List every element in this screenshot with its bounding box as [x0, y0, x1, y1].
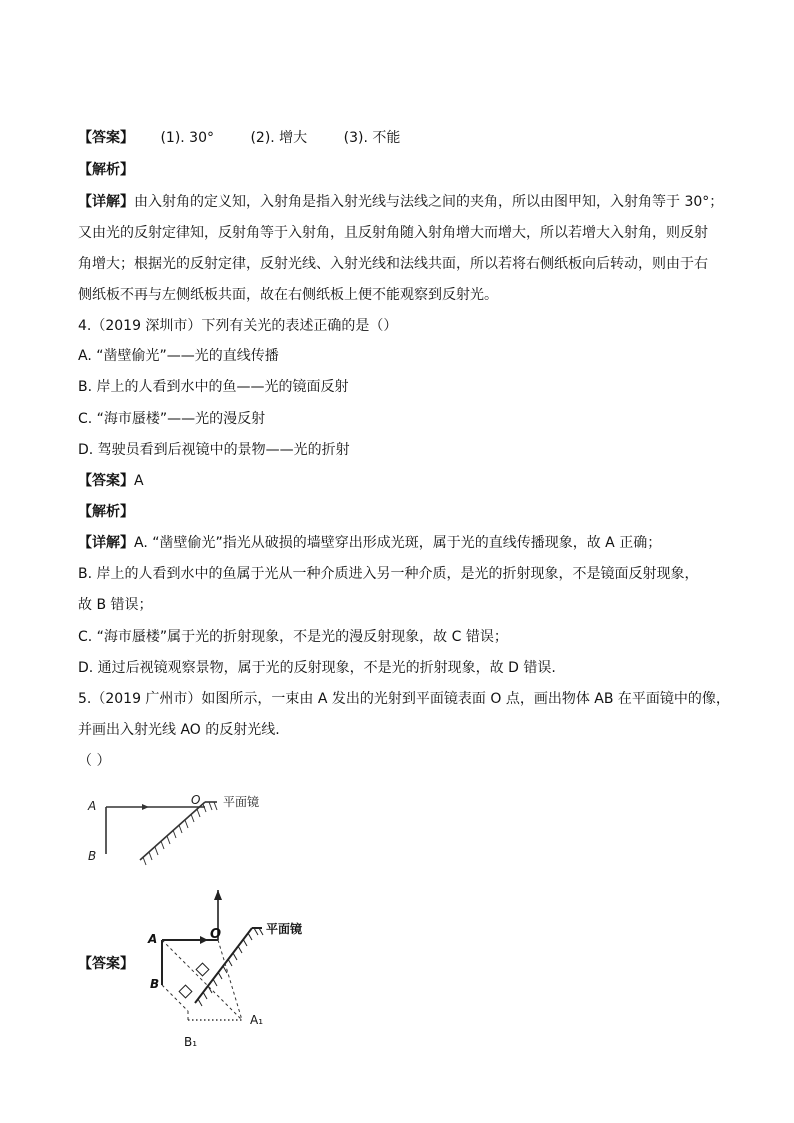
- q4-analysis-label: 【解析】: [78, 504, 134, 520]
- q4-detail-line-1: [78, 533, 661, 553]
- fig-label-a: A: [88, 799, 97, 813]
- ans-label-a: A: [148, 932, 158, 946]
- q4-detail-line-5: D. 通过后视镜观察景物，属于光的反射现象，不是光的折射现象，故 D 错误.: [78, 660, 556, 676]
- answer-2: (2). 增大: [250, 130, 308, 146]
- ans-label-o: O: [210, 927, 222, 942]
- q4-option-c: C. “海市蜃楼”——光的漫反射: [78, 411, 266, 427]
- q3-detail-line-4: 侧纸板不再与左侧纸板共面，故在右侧纸板上便不能观察到反射光。: [78, 287, 498, 303]
- fig-label-mirror: 平面镜: [223, 795, 260, 809]
- q5-question-figure: [80, 784, 290, 874]
- detail-text: A. “凿壁偷光”指光从破损的墙壁穿出形成光斑，属于光的直线传播现象，故 A 正确；: [134, 535, 662, 551]
- ans-label-b: B: [150, 977, 160, 991]
- q3-answer-line: [78, 128, 400, 148]
- q4-detail-line-2: B. 岸上的人看到水中的鱼属于光从一种介质进入另一种介质，是光的折射现象，不是镜面反射现象，: [78, 566, 699, 582]
- detail-label: 【详解】: [78, 535, 134, 551]
- fig-label-b: B: [88, 849, 97, 863]
- q5-bracket: （ ）: [78, 753, 111, 769]
- q4-option-a: A. “凿壁偷光”——光的直线传播: [78, 348, 279, 364]
- q4-option-b: B. 岸上的人看到水中的鱼——光的镜面反射: [78, 379, 349, 395]
- detail-label: 【详解】: [78, 194, 134, 210]
- answer-label: 【答案】: [78, 473, 134, 489]
- q4-stem: 4.（2019 深圳市）下列有关光的表述正确的是（）: [78, 318, 398, 334]
- fig-label-o: O: [191, 793, 201, 807]
- q5-stem-line-1: 5.（2019 广州市）如图所示，一束由 A 发出的光射到平面镜表面 O 点，画出物体 AB 在平面镜中的像，: [78, 691, 730, 707]
- q3-detail-line-1: [78, 192, 723, 212]
- q4-detail-line-3: 故 B 错误；: [78, 597, 153, 613]
- q4-detail-line-4: C. “海市蜃楼”属于光的折射现象，不是光的漫反射现象，故 C 错误；: [78, 629, 508, 645]
- ans-label-a1: A₁: [250, 1013, 264, 1027]
- q3-detail-line-3: 角增大；根据光的反射定律，反射光线、入射光线和法线共面，所以若将右侧纸板向后转动，则由于右: [78, 256, 708, 272]
- q4-answer-line: [78, 471, 144, 491]
- answer-3: (3). 不能: [343, 130, 401, 146]
- ans-label-b1: B₁: [184, 1035, 198, 1049]
- answer-label: 【答案】: [78, 130, 134, 146]
- answer-value: A: [134, 473, 144, 489]
- ans-label-mirror: 平面镜: [266, 922, 303, 936]
- detail-text: 由入射角的定义知，入射角是指入射光线与法线之间的夹角，所以由图甲知，入射角等于 30°；: [134, 194, 724, 210]
- q5-stem-line-2: 并画出入射光线 AO 的反射光线.: [78, 722, 280, 738]
- q5-answer-label: 【答案】: [78, 956, 134, 972]
- answer-1: (1). 30°: [160, 130, 214, 146]
- q5-answer-figure: [140, 888, 360, 1058]
- q3-detail-line-2: 又由光的反射定律知，反射角等于入射角，且反射角随入射角增大而增大，所以若增大入射角，则反射: [78, 225, 708, 241]
- q4-option-d: D. 驾驶员看到后视镜中的景物——光的折射: [78, 442, 350, 458]
- q3-analysis-label: 【解析】: [78, 162, 134, 178]
